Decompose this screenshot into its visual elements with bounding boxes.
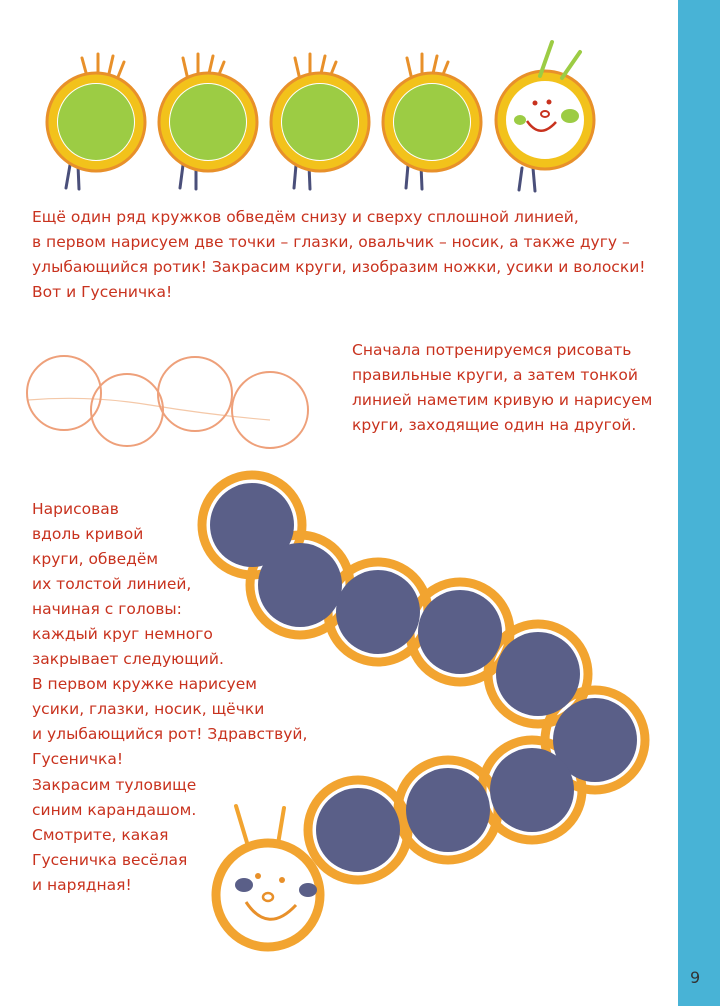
practice-circles bbox=[27, 356, 308, 448]
intro-paragraph: Ещё один ряд кружков обведём снизу и сверху сплошной линией, в первом нарисуем две точки – глазки, овальчик – носик, а также дугу – улыбающийся ротик! Закрасим круги, изобразим ножки, усики и волоски! Вот и Гусеничка! bbox=[32, 208, 646, 301]
outline-paragraph: Нарисовав вдоль кривой круги, обведём их толстой линией, начиная с головы: каждый круг немного закрывает следующий. В первом кружке нарисуем усики, глазки, носик, щёчки и улыбающийся рот! Здравствуй, Гусеничка! bbox=[32, 500, 308, 768]
coloring-paragraph: Закрасим туловище синим карандашом. Смотрите, какая Гусеничка весёлая и нарядная! bbox=[32, 776, 197, 894]
green-caterpillar bbox=[47, 42, 594, 191]
practice-paragraph: Сначала потренируемся рисовать правильные круги, а затем тонкой линией наметим кривую и нарисуем круги, заходящие один на другой. bbox=[352, 341, 653, 434]
page-number: 9 bbox=[690, 968, 701, 987]
